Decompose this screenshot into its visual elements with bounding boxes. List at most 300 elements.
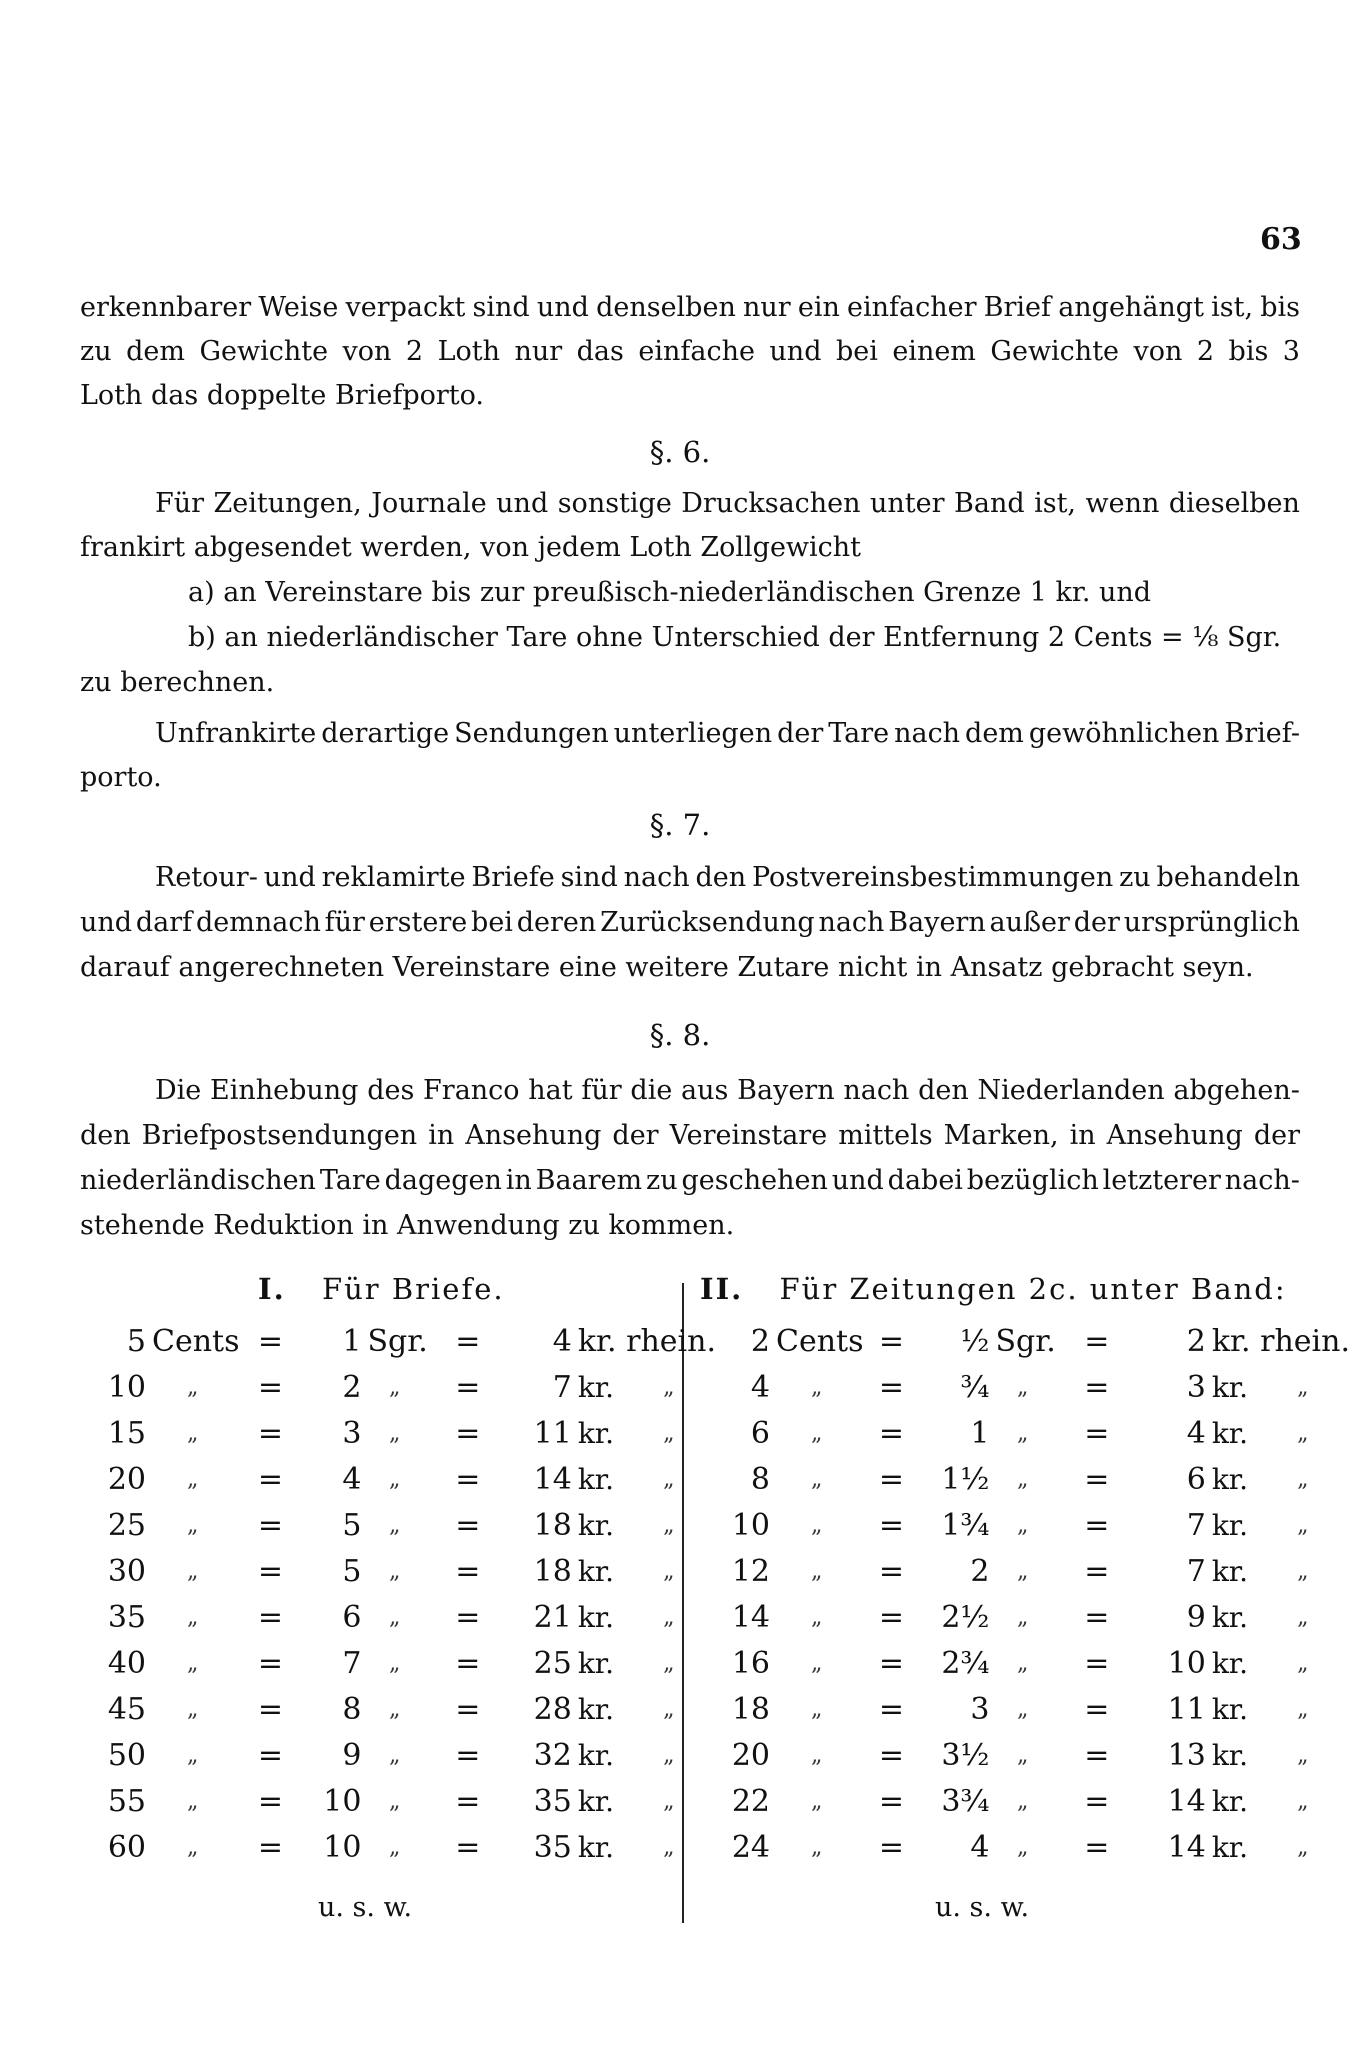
table-cell: 9 bbox=[342, 1737, 362, 1773]
table-row bbox=[88, 1456, 716, 1502]
table-cell: kr. bbox=[1211, 1830, 1249, 1864]
table-cell: „ bbox=[187, 1788, 199, 1814]
table-cell: = bbox=[878, 1737, 905, 1773]
table-row bbox=[718, 1594, 1350, 1640]
table-cell: 35 bbox=[533, 1829, 572, 1865]
table-cell: = bbox=[257, 1737, 284, 1773]
table-cell: „ bbox=[1297, 1834, 1309, 1860]
table-cell: 9 bbox=[1186, 1599, 1206, 1635]
text-word: darf bbox=[135, 907, 193, 938]
table-cell: = bbox=[455, 1829, 481, 1865]
table-cell: kr. bbox=[1211, 1738, 1249, 1772]
section-7-line-3 bbox=[80, 952, 1300, 983]
table-cell: 14 bbox=[731, 1599, 770, 1635]
table-cell: kr. bbox=[1211, 1646, 1249, 1680]
table-cell: „ bbox=[663, 1788, 675, 1814]
section-heading-8: §. 8. bbox=[649, 1018, 711, 1052]
table-cell: „ bbox=[187, 1466, 199, 1492]
text-word: Zeitungen, bbox=[213, 488, 362, 519]
table-cell: kr. bbox=[1211, 1692, 1249, 1726]
table-cell: 4 bbox=[342, 1461, 362, 1497]
table-cell: = bbox=[1084, 1645, 1110, 1681]
text-word: Loth das doppelte Briefporto. bbox=[80, 380, 484, 411]
text-word: Briefpostsendungen bbox=[141, 1120, 418, 1151]
table-cell: „ bbox=[811, 1512, 823, 1538]
table-cell: 60 bbox=[107, 1829, 146, 1865]
text-word: Für bbox=[155, 488, 205, 519]
text-word: wenn bbox=[1085, 488, 1160, 519]
table-cell: „ bbox=[187, 1420, 199, 1446]
table-cell: kr. bbox=[577, 1600, 615, 1634]
text-word: deren bbox=[516, 907, 597, 938]
header-cell: Cents bbox=[152, 1323, 240, 1359]
table-cell: 35 bbox=[107, 1599, 146, 1635]
table-row bbox=[718, 1456, 1350, 1502]
table-cell: 10 bbox=[107, 1369, 146, 1405]
text-word: zu bbox=[1119, 862, 1151, 893]
table-cell: „ bbox=[1016, 1512, 1029, 1538]
table-cell: „ bbox=[1297, 1604, 1309, 1630]
table-cell: = bbox=[1084, 1783, 1110, 1819]
table-cell: 6 bbox=[750, 1415, 770, 1451]
text-word: erstere bbox=[368, 907, 468, 938]
text-word: dagegen bbox=[384, 1165, 502, 1196]
header-cell: 4 bbox=[552, 1323, 572, 1359]
table-cell: „ bbox=[1016, 1558, 1029, 1584]
table-cell: 18 bbox=[533, 1553, 572, 1589]
text-word: 3 bbox=[1282, 336, 1300, 367]
header-cell: = bbox=[1084, 1323, 1110, 1359]
table-row bbox=[718, 1778, 1350, 1824]
table-cell: 4 bbox=[750, 1369, 770, 1405]
text-word: nur bbox=[514, 336, 563, 367]
table-cell: 11 bbox=[533, 1415, 572, 1451]
table-cell: kr. bbox=[1211, 1416, 1249, 1450]
text-word: einfache bbox=[638, 336, 755, 367]
text-word: und bbox=[496, 488, 549, 519]
table-cell: kr. bbox=[577, 1830, 615, 1864]
table-cell: = bbox=[1084, 1737, 1110, 1773]
table-row bbox=[88, 1364, 716, 1410]
table-cell: 32 bbox=[533, 1737, 572, 1773]
table-cell: 45 bbox=[107, 1691, 146, 1727]
section-heading-6: §. 6. bbox=[649, 435, 711, 469]
text-word: a) an Vereinstare bis zur preußisch-niederländischen Grenze 1 kr. und bbox=[188, 577, 1152, 608]
table-cell: 4 bbox=[970, 1829, 990, 1865]
table-cell: „ bbox=[187, 1650, 199, 1676]
text-word: Marken, bbox=[943, 1120, 1059, 1151]
table-cell: „ bbox=[663, 1420, 675, 1446]
text-word: einfacher bbox=[847, 292, 977, 323]
table-cell: „ bbox=[811, 1742, 823, 1768]
table-cell: „ bbox=[811, 1604, 823, 1630]
text-word: zu berechnen. bbox=[80, 667, 275, 698]
table-row bbox=[718, 1732, 1350, 1778]
table-1-usw: u. s. w. bbox=[318, 1892, 413, 1923]
table-cell: = bbox=[455, 1369, 481, 1405]
text-word: Tare bbox=[319, 1165, 381, 1196]
table-cell: 24 bbox=[731, 1829, 770, 1865]
header-cell: Sgr. bbox=[367, 1323, 428, 1359]
text-word: Journale bbox=[371, 488, 487, 519]
table-cell: „ bbox=[1016, 1604, 1029, 1630]
table-cell: 21 bbox=[533, 1599, 572, 1635]
table-cell: 7 bbox=[1186, 1507, 1206, 1543]
table-cell: „ bbox=[811, 1788, 823, 1814]
text-word: dabei bbox=[887, 1165, 963, 1196]
table-1-title: Für Briefe. bbox=[321, 1272, 505, 1306]
text-word: ist, bbox=[1211, 292, 1254, 323]
table-cell: 11 bbox=[1167, 1691, 1206, 1727]
table-cell: „ bbox=[1297, 1420, 1309, 1446]
text-word: Franco bbox=[423, 1075, 520, 1106]
table-cell: 7 bbox=[1186, 1553, 1206, 1589]
text-word: denselben bbox=[596, 292, 736, 323]
section-8-line-1 bbox=[155, 1075, 1300, 1106]
table-cell: „ bbox=[187, 1742, 199, 1768]
table-2-roman: II. bbox=[700, 1272, 744, 1306]
text-word: 2 bbox=[1196, 336, 1215, 367]
section-6-item-b bbox=[188, 622, 1360, 653]
table-cell: kr. bbox=[577, 1416, 615, 1450]
text-word: Retour- bbox=[155, 862, 258, 893]
section-6-line-5 bbox=[80, 667, 1300, 698]
header-cell: 2 bbox=[750, 1323, 770, 1359]
text-word: Ansehung bbox=[465, 1120, 602, 1151]
table-cell: „ bbox=[388, 1374, 401, 1400]
table-cell: 16 bbox=[731, 1645, 770, 1681]
text-word: Gewichte bbox=[990, 336, 1120, 367]
section-6-line-6 bbox=[155, 718, 1300, 749]
table-cell: 10 bbox=[323, 1829, 362, 1865]
table-cell: = bbox=[878, 1461, 905, 1497]
table-cell: „ bbox=[663, 1742, 675, 1768]
table-2-title: Für Zeitungen 2c. unter Band: bbox=[779, 1272, 1287, 1306]
table-cell: 3¾ bbox=[941, 1783, 990, 1819]
table-cell: = bbox=[878, 1599, 905, 1635]
text-word: und bbox=[769, 336, 822, 367]
table-cell: „ bbox=[1297, 1512, 1309, 1538]
header-cell: 1 bbox=[342, 1323, 362, 1359]
table-cell: „ bbox=[1297, 1696, 1309, 1722]
text-word: bei bbox=[835, 336, 878, 367]
text-word: demnach bbox=[195, 907, 321, 938]
table-cell: 3 bbox=[970, 1691, 990, 1727]
table-cell: = bbox=[1084, 1599, 1110, 1635]
page-number: 63 bbox=[1260, 222, 1302, 257]
table-cell: „ bbox=[663, 1466, 675, 1492]
table-row bbox=[718, 1548, 1350, 1594]
table-cell: „ bbox=[388, 1512, 401, 1538]
table-cell: 10 bbox=[1167, 1645, 1206, 1681]
text-word: angehängt bbox=[1058, 292, 1204, 323]
text-word: nach bbox=[818, 907, 885, 938]
text-word: für bbox=[324, 907, 365, 938]
table-cell: 10 bbox=[323, 1783, 362, 1819]
table-cell: 2½ bbox=[941, 1599, 990, 1635]
text-word: nach bbox=[843, 1075, 910, 1106]
table-cell: kr. bbox=[577, 1508, 615, 1542]
text-word: nach bbox=[894, 718, 961, 749]
text-word: frankirt abgesendet werden, von jedem Loth Zollgewicht bbox=[80, 532, 862, 563]
table-cell: = bbox=[455, 1507, 481, 1543]
table-cell: „ bbox=[1297, 1374, 1309, 1400]
table-cell: = bbox=[1084, 1461, 1110, 1497]
text-word: ist, bbox=[1034, 488, 1077, 519]
table-cell: „ bbox=[388, 1650, 401, 1676]
table-cell: „ bbox=[1016, 1420, 1029, 1446]
table-cell: 30 bbox=[107, 1553, 146, 1589]
text-word: gewöhnlichen bbox=[1028, 718, 1220, 749]
table-cell: „ bbox=[388, 1558, 401, 1584]
table-cell: = bbox=[257, 1691, 284, 1727]
table-cell: = bbox=[1084, 1691, 1110, 1727]
table-row bbox=[718, 1502, 1350, 1548]
text-word: zu bbox=[646, 1165, 678, 1196]
table-cell: „ bbox=[1297, 1650, 1309, 1676]
text-word: sind bbox=[472, 292, 530, 323]
text-word: den bbox=[80, 1120, 131, 1151]
table-cell: = bbox=[1084, 1829, 1110, 1865]
table-cell: 15 bbox=[107, 1415, 146, 1451]
table-cell: = bbox=[455, 1415, 481, 1451]
section-8-line-4 bbox=[80, 1210, 1300, 1241]
table-cell: kr. bbox=[577, 1784, 615, 1818]
table-cell: = bbox=[878, 1829, 905, 1865]
table-cell: 25 bbox=[107, 1507, 146, 1543]
text-word: Baarem bbox=[535, 1165, 643, 1196]
text-word: der bbox=[612, 1120, 659, 1151]
text-word: bei bbox=[471, 907, 513, 938]
text-word: bis bbox=[1260, 292, 1300, 323]
table-cell: „ bbox=[1016, 1374, 1029, 1400]
header-cell: Cents bbox=[776, 1323, 864, 1359]
table-cell: „ bbox=[187, 1558, 199, 1584]
table-cell: 28 bbox=[533, 1691, 572, 1727]
table-cell: kr. bbox=[1211, 1508, 1249, 1542]
table-cell: 50 bbox=[107, 1737, 146, 1773]
table-cell: „ bbox=[663, 1604, 675, 1630]
table-cell: „ bbox=[663, 1696, 675, 1722]
text-word: dem bbox=[126, 336, 185, 367]
text-word: unter bbox=[870, 488, 945, 519]
table-cell: kr. bbox=[1211, 1462, 1249, 1496]
table-cell: 3½ bbox=[941, 1737, 990, 1773]
table-cell: = bbox=[878, 1691, 905, 1727]
header-cell: = bbox=[455, 1323, 481, 1359]
table-1-heading bbox=[258, 1272, 505, 1306]
table-cell: „ bbox=[1016, 1788, 1029, 1814]
table-cell: 14 bbox=[1167, 1783, 1206, 1819]
table-cell: 25 bbox=[533, 1645, 572, 1681]
table-cell: „ bbox=[1297, 1466, 1309, 1492]
table-cell: 20 bbox=[731, 1737, 770, 1773]
table-cell: 2 bbox=[970, 1553, 990, 1589]
text-word: Weise bbox=[258, 292, 339, 323]
table-cell: 7 bbox=[552, 1369, 572, 1405]
table-cell: 1 bbox=[970, 1415, 990, 1451]
header-cell: kr. rhein. bbox=[577, 1323, 716, 1359]
table-cell: kr. bbox=[577, 1462, 615, 1496]
header-cell: 5 bbox=[126, 1323, 146, 1359]
table-cell: = bbox=[257, 1369, 284, 1405]
text-word: Loth bbox=[437, 336, 501, 367]
table-cell: = bbox=[1084, 1415, 1110, 1451]
table-cell: = bbox=[1084, 1507, 1110, 1543]
text-word: Niederlanden bbox=[977, 1075, 1165, 1106]
header-cell: 2 bbox=[1186, 1323, 1206, 1359]
table-cell: 18 bbox=[731, 1691, 770, 1727]
section-7-line-2 bbox=[80, 907, 1300, 938]
text-word: geschehen bbox=[681, 1165, 828, 1196]
text-word: Postvereinsbestimmungen bbox=[751, 862, 1114, 893]
text-word: Zurücksendung bbox=[600, 907, 815, 938]
table-cell: „ bbox=[811, 1466, 823, 1492]
text-word: 2 bbox=[405, 336, 424, 367]
intro-line-3 bbox=[80, 380, 1300, 411]
table-cell: 1½ bbox=[941, 1461, 990, 1497]
table-cell: = bbox=[257, 1599, 284, 1635]
text-word: der bbox=[777, 718, 824, 749]
table-row bbox=[88, 1594, 716, 1640]
table-cell: „ bbox=[187, 1374, 199, 1400]
text-word: bis bbox=[1228, 336, 1269, 367]
table-cell: = bbox=[455, 1783, 481, 1819]
text-word: porto. bbox=[80, 762, 162, 793]
table-row bbox=[88, 1548, 716, 1594]
table-row bbox=[88, 1824, 716, 1870]
table-cell: = bbox=[455, 1737, 481, 1773]
table-cell: kr. bbox=[1211, 1554, 1249, 1588]
table-cell: = bbox=[878, 1369, 905, 1405]
text-word: b) an niederländischer Tare ohne Unterschied der Entfernung 2 Cents = ⅛ Sgr. bbox=[188, 622, 1282, 653]
text-word: in bbox=[428, 1120, 455, 1151]
table-row bbox=[88, 1640, 716, 1686]
text-word: behandeln bbox=[1156, 862, 1300, 893]
table-cell: 2 bbox=[342, 1369, 362, 1405]
table-cell: kr. bbox=[577, 1554, 615, 1588]
text-word: und bbox=[80, 907, 133, 938]
table-cell: = bbox=[257, 1461, 284, 1497]
table-cell: „ bbox=[1297, 1558, 1309, 1584]
table-cell: ¾ bbox=[960, 1369, 990, 1405]
section-8-line-2 bbox=[80, 1120, 1300, 1151]
table-header-row bbox=[718, 1318, 1350, 1364]
text-word: hat bbox=[528, 1075, 573, 1106]
table-cell: = bbox=[455, 1553, 481, 1589]
table-cell: 8 bbox=[342, 1691, 362, 1727]
table-cell: kr. bbox=[1211, 1600, 1249, 1634]
table-cell: „ bbox=[388, 1420, 401, 1446]
table-cell: 1¾ bbox=[941, 1507, 990, 1543]
table-row bbox=[718, 1364, 1350, 1410]
text-word: niederländischen bbox=[80, 1165, 316, 1196]
text-word: Bayern bbox=[737, 1075, 835, 1106]
text-word: für bbox=[581, 1075, 622, 1106]
header-cell: Sgr. bbox=[995, 1323, 1056, 1359]
table-cell: 6 bbox=[342, 1599, 362, 1635]
table-cell: 3 bbox=[342, 1415, 362, 1451]
table-cell: „ bbox=[811, 1558, 823, 1584]
table-cell: „ bbox=[388, 1696, 401, 1722]
table-cell: = bbox=[1084, 1553, 1110, 1589]
text-word: der bbox=[1073, 907, 1120, 938]
table-cell: „ bbox=[663, 1650, 675, 1676]
text-word: den bbox=[918, 1075, 969, 1106]
table-cell: „ bbox=[1016, 1742, 1029, 1768]
table-row bbox=[88, 1732, 716, 1778]
table-cell: = bbox=[878, 1783, 905, 1819]
table-row bbox=[88, 1778, 716, 1824]
table-cell: 8 bbox=[750, 1461, 770, 1497]
table-cell: „ bbox=[1016, 1834, 1029, 1860]
table-cell: 40 bbox=[107, 1645, 146, 1681]
table-cell: 6 bbox=[1186, 1461, 1206, 1497]
table-cell: kr. bbox=[577, 1692, 615, 1726]
text-word: Gewichte bbox=[199, 336, 329, 367]
table-cell: kr. bbox=[577, 1738, 615, 1772]
text-word: ursprünglich bbox=[1123, 907, 1300, 938]
section-7-line-1 bbox=[155, 862, 1300, 893]
table-cell: 5 bbox=[342, 1507, 362, 1543]
text-word: aus bbox=[681, 1075, 729, 1106]
table-row bbox=[718, 1686, 1350, 1732]
section-heading-7: §. 7. bbox=[649, 808, 711, 842]
table-cell: = bbox=[257, 1553, 284, 1589]
table-cell: 3 bbox=[1186, 1369, 1206, 1405]
text-word: bezüglich bbox=[966, 1165, 1099, 1196]
text-word: Bayern bbox=[888, 907, 986, 938]
table-cell: „ bbox=[663, 1512, 675, 1538]
table-cell: = bbox=[455, 1645, 481, 1681]
text-word: außer bbox=[989, 907, 1070, 938]
text-word: den bbox=[695, 862, 747, 893]
table-cell: „ bbox=[1016, 1650, 1029, 1676]
text-word: Ansehung bbox=[1106, 1120, 1243, 1151]
text-word: derartige bbox=[321, 718, 450, 749]
text-word: sonstige bbox=[557, 488, 672, 519]
table-cell: „ bbox=[388, 1834, 401, 1860]
text-word: sind bbox=[560, 862, 618, 893]
section-6-item-a bbox=[188, 577, 1360, 608]
text-word: der bbox=[1253, 1120, 1300, 1151]
section-6-line-7 bbox=[80, 762, 1300, 793]
text-word: Unfrankirte bbox=[155, 718, 317, 749]
text-word: und bbox=[536, 292, 589, 323]
table-cell: 2¾ bbox=[941, 1645, 990, 1681]
text-word: die bbox=[630, 1075, 673, 1106]
text-word: Die bbox=[155, 1075, 202, 1106]
text-word: von bbox=[342, 336, 392, 367]
text-word: verpackt bbox=[345, 292, 466, 323]
table-cell: = bbox=[455, 1599, 481, 1635]
table-cell: 55 bbox=[107, 1783, 146, 1819]
table-cell: 4 bbox=[1186, 1415, 1206, 1451]
table-cell: „ bbox=[663, 1558, 675, 1584]
section-8-line-3 bbox=[80, 1165, 1300, 1196]
text-word: Tare bbox=[828, 718, 890, 749]
table-cell: „ bbox=[388, 1742, 401, 1768]
text-word: nur bbox=[743, 292, 791, 323]
rate-table-newspapers bbox=[718, 1318, 1350, 1870]
text-word: und bbox=[831, 1165, 884, 1196]
text-word: Band bbox=[954, 488, 1025, 519]
text-word: in bbox=[505, 1165, 532, 1196]
text-word: des bbox=[367, 1075, 415, 1106]
table-cell: = bbox=[257, 1829, 284, 1865]
table-cell: 10 bbox=[731, 1507, 770, 1543]
intro-line-1 bbox=[80, 292, 1300, 323]
